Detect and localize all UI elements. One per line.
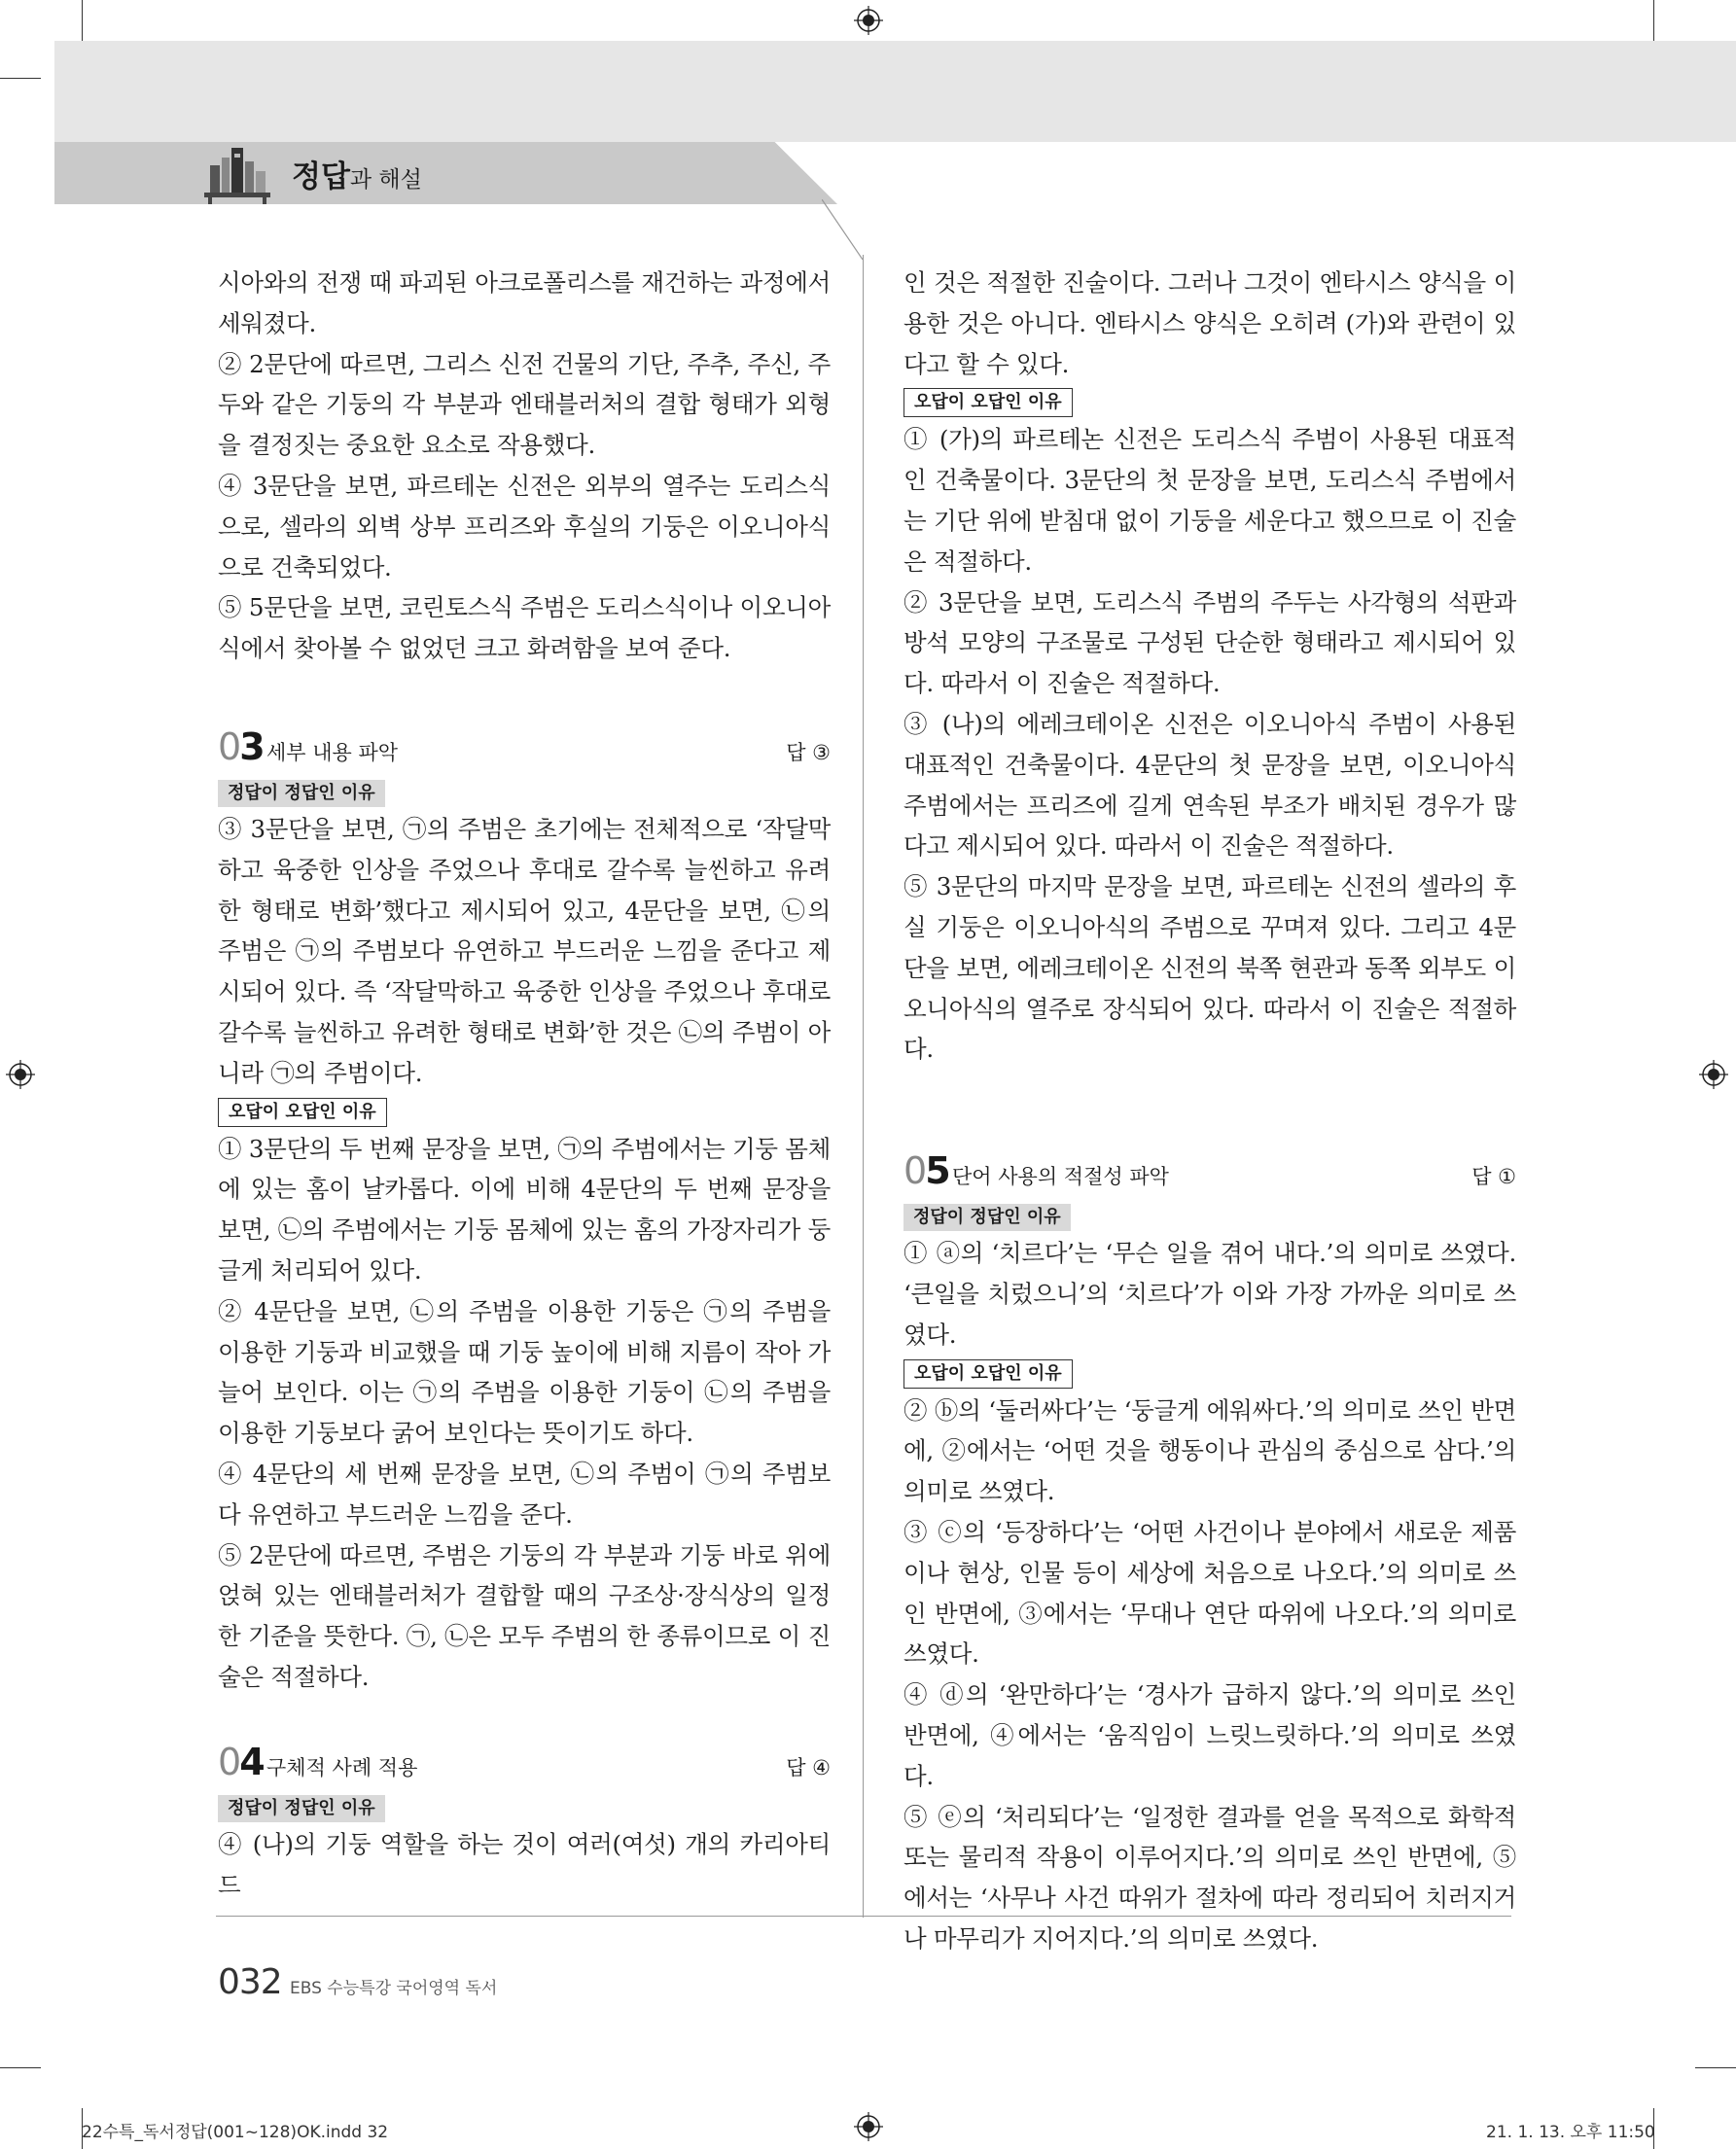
slug-file-name: 22수특_독서정답(001~128)OK.indd 32 [82, 2123, 389, 2142]
footer-rule [216, 1916, 1511, 1917]
crop-mark [0, 2067, 41, 2068]
question-number: 04 [218, 1740, 264, 1783]
paragraph: ⑤ 5문단을 보면, 코린토스식 주범은 도리스식이나 이오니아식에서 찾아볼 수 없었던 크고 화려함을 보여 준다. [218, 593, 831, 663]
registration-mark-icon [854, 2112, 883, 2141]
registration-mark-icon [854, 6, 883, 35]
paragraph: ② ⓑ의 ‘둘러싸다’는 ‘둥글게 에워싸다.’의 의미로 쓰인 반면에, ②에서는 ‘어떤 것을 행동이나 관심의 중심으로 삼다.’의 의미로 쓰였다. [903, 1395, 1516, 1506]
paragraph: ④ 4문단의 세 번째 문장을 보면, ㉡의 주범이 ㉠의 주범보다 유연하고 부드러운 느낌을 준다. [218, 1459, 831, 1529]
correct-reason-badge: 정답이 정답인 이유 [903, 1204, 1071, 1231]
question-answer: 답 ③ [786, 740, 831, 764]
paragraph: ③ (나)의 에레크테이온 신전은 이오니아식 주범이 사용된 대표적인 건축물이다. 4문단의 첫 문장을 보면, 이오니아식 주범에서는 프리즈에 길게 연속된 부조가 배치된 경우가 많다고 제시되어 있다. 따라서 이 진술은 적절하다. [903, 709, 1516, 861]
question-04-heading [218, 1741, 831, 1791]
crop-mark [1695, 2067, 1736, 2068]
column-divider [863, 255, 864, 1918]
header-divider-diagonal [822, 199, 870, 260]
wrong-reason-badge: 오답이 오답인 이유 [903, 388, 1073, 417]
paragraph: ① (가)의 파르테논 신전은 도리스식 주범이 사용된 대표적인 건축물이다. 3문단의 첫 문장을 보면, 도리스식 주범에서는 기단 위에 받침대 없이 기둥을 세운다고 했으므로 이 진술은 적절하다. [903, 425, 1516, 576]
question-title: 구체적 사례 적용 [266, 1755, 418, 1779]
question-number: 05 [903, 1149, 949, 1193]
paragraph: ⑤ ⓔ의 ‘처리되다’는 ‘일정한 결과를 얻을 목적으로 화학적 또는 물리적 작용이 이루어지다.’의 의미로 쓰인 반면에, ⑤에서는 ‘사무나 사건 따위가 절차에 따라 정리되어 치러지거나 마무리가 지어지다.’의 의미로 쓰였다. [903, 1802, 1516, 1953]
correct-reason-badge: 정답이 정답인 이유 [218, 1795, 385, 1822]
wrong-reason-badge: 오답이 오답인 이유 [218, 1098, 387, 1127]
crop-mark [82, 0, 83, 41]
slug-date: 21. 1. 13. 오후 11:50 [1486, 2123, 1655, 2142]
paragraph: ① 3문단의 두 번째 문장을 보면, ㉠의 주범에서는 기둥 몸체에 있는 홈이 날카롭다. 이에 비해 4문단의 두 번째 문장을 보면, ㉡의 주범에서는 기둥 몸체에 있는 홈의 가장자리가 둥글게 처리되어 있다. [218, 1134, 831, 1285]
crop-mark [0, 78, 41, 79]
paragraph: ② 4문단을 보면, ㉡의 주범을 이용한 기둥은 ㉠의 주범을 이용한 기둥과 비교했을 때 기둥 높이에 비해 지름이 작아 가늘어 보인다. 이는 ㉠의 주범을 이용한 기둥이 ㉡의 주범을 이용한 기둥보다 굵어 보인다는 뜻이기도 하다. [218, 1296, 831, 1448]
question-answer: 답 ④ [786, 1755, 831, 1779]
paragraph: ③ 3문단을 보면, ㉠의 주범은 초기에는 전체적으로 ‘작달막하고 육중한 인상을 주었으나 후대로 갈수록 늘씬하고 유려한 형태로 변화’했다고 제시되어 있고, 4문단을 보면, ㉡의 주범은 ㉠의 주범보다 유연하고 부드러운 느낌을 준다고 제시되어 있다. 즉 ‘작달막하고 육중한 인상을 주었으나 후대로 갈수록 늘씬하고 유려한 형태로 변화’한 것은 ㉡의 주범이 아니라 ㉠의 주범이다. [218, 814, 831, 1087]
paragraph: ② 2문단에 따르면, 그리스 신전 건물의 기단, 주추, 주신, 주두와 같은 기둥의 각 부분과 엔태블러처의 결합 형태가 외형을 결정짓는 중요한 요소로 작용했다. [218, 349, 831, 460]
question-03-heading [218, 725, 831, 776]
paragraph: ④ (나)의 기둥 역할을 하는 것이 여러(여섯) 개의 카리아티드 [218, 1829, 831, 1899]
paragraph: 시아와의 전쟁 때 파괴된 아크로폴리스를 재건하는 과정에서 세워졌다. [218, 268, 831, 337]
paragraph: ④ ⓓ의 ‘완만하다’는 ‘경사가 급하지 않다.’의 의미로 쓰인 반면에, ④에서는 ‘움직임이 느릿느릿하다.’의 의미로 쓰였다. [903, 1680, 1516, 1790]
header-bar [54, 142, 837, 204]
paragraph: 인 것은 적절한 진술이다. 그러나 그것이 엔타시스 양식을 이용한 것은 아니다. 엔타시스 양식은 오히려 (가)와 관련이 있다고 할 수 있다. [903, 268, 1516, 378]
paragraph: ③ ⓒ의 ‘등장하다’는 ‘어떤 사건이나 분야에서 새로운 제품이나 현상, 인물 등이 세상에 처음으로 나오다.’의 의미로 쓰인 반면에, ③에서는 ‘무대나 연단 따위에 나오다.’의 의미로 쓰였다. [903, 1517, 1516, 1669]
crop-mark [1653, 0, 1654, 41]
left-column [218, 263, 831, 1905]
paragraph: ⑤ 3문단의 마지막 문장을 보면, 파르테논 신전의 셀라의 후실 기둥은 이오니아식의 주범으로 꾸며져 있다. 그리고 4문단을 보면, 에레크테이온 신전의 북쪽 현관과 동쪽 외부도 이오니아식의 열주로 장식되어 있다. 따라서 이 진술은 적절하다. [903, 872, 1516, 1064]
paragraph: ① ⓐ의 ‘치르다’는 ‘무슨 일을 겪어 내다.’의 의미로 쓰였다. ‘큰일을 치렀으니’의 ‘치르다’가 이와 가장 가까운 의미로 쓰였다. [903, 1239, 1516, 1349]
question-title: 세부 내용 파악 [266, 740, 399, 764]
paragraph: ④ 3문단을 보면, 파르테논 신전은 외부의 열주는 도리스식으로, 셀라의 외벽 상부 프리즈와 후실의 기둥은 이오니아식으로 건축되었다. [218, 471, 831, 581]
paragraph: ⑤ 2문단에 따르면, 주범은 기둥의 각 부분과 기둥 바로 위에 얹혀 있는 엔태블러처가 결합할 때의 구조상·장식상의 일정한 기준을 뜻한다. ㉠, ㉡은 모두 주범의 한 종류이므로 이 진술은 적절하다. [218, 1540, 831, 1691]
question-number: 03 [218, 724, 264, 768]
book-name: EBS 수능특강 국어영역 독서 [290, 1979, 498, 1998]
wrong-reason-badge: 오답이 오답인 이유 [903, 1359, 1073, 1389]
page-header-title: 정답과 해설 [292, 159, 422, 194]
question-title: 단어 사용의 적절성 파악 [952, 1165, 1169, 1189]
registration-mark-icon [1699, 1060, 1728, 1089]
page-number: 032 [218, 1962, 282, 2002]
question-05-heading [903, 1149, 1516, 1200]
correct-reason-badge: 정답이 정답인 이유 [218, 780, 385, 807]
right-column [903, 263, 1516, 1959]
header-band [54, 41, 1736, 142]
registration-mark-icon [6, 1060, 35, 1089]
paragraph: ② 3문단을 보면, 도리스식 주범의 주두는 사각형의 석판과 방석 모양의 구조물로 구성된 단순한 형태라고 제시되어 있다. 따라서 이 진술은 적절하다. [903, 587, 1516, 698]
question-answer: 답 ① [1471, 1165, 1516, 1189]
bookshelf-logo-icon [200, 142, 274, 204]
